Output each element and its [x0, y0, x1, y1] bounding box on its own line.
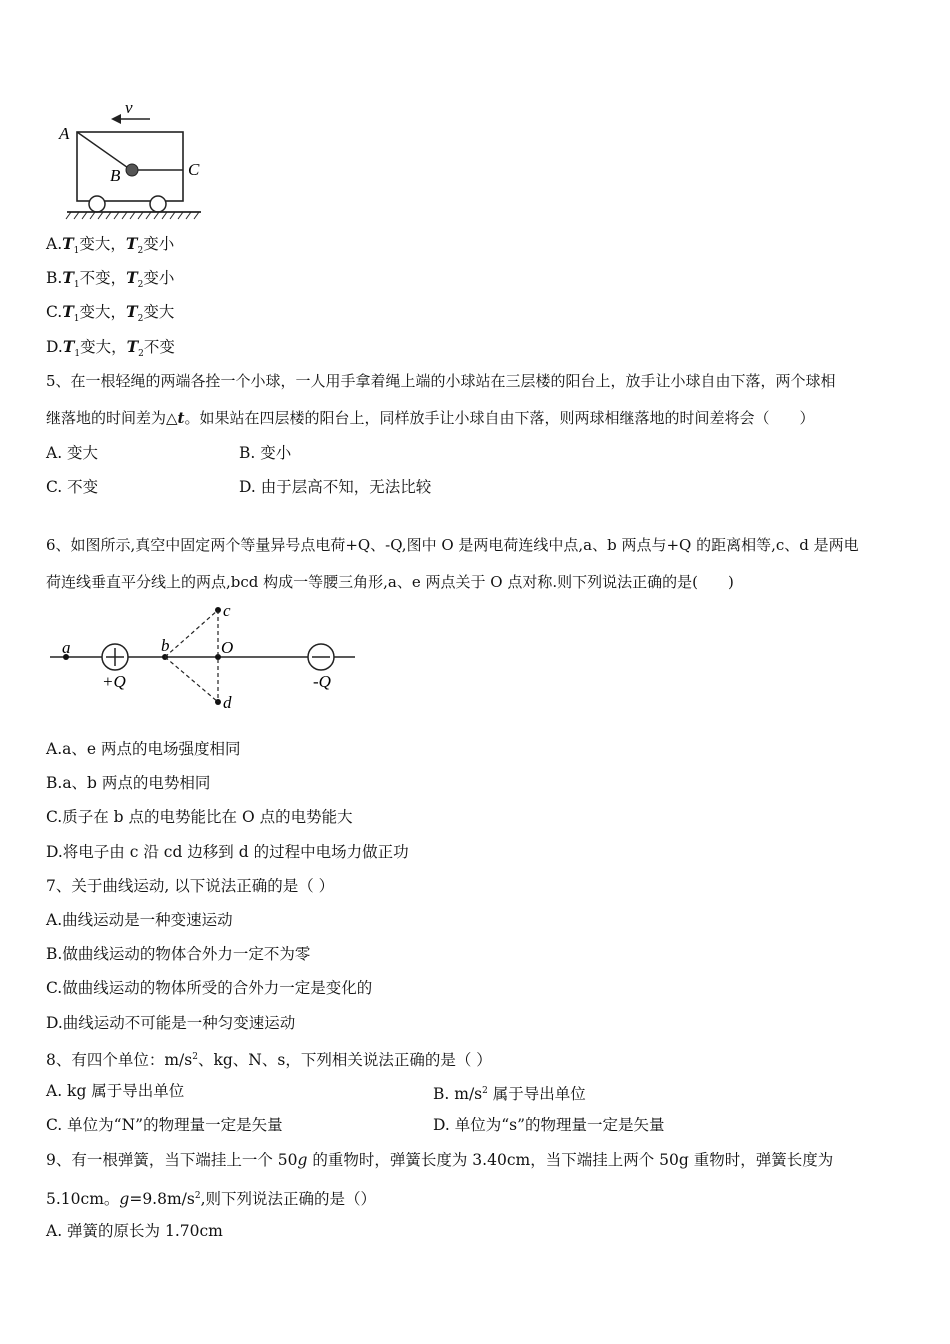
- velocity-label: v: [125, 98, 133, 117]
- q5-option-d[interactable]: D. 由于层高不知，无法比较: [239, 478, 432, 496]
- label-B: B: [110, 166, 121, 185]
- q5-stem-line2: 继落地的时间差为△t。如果站在四层楼的阳台上，同样放手让小球自由下落，则两球相继落地的时间差将会（ ）: [46, 409, 815, 427]
- label-d: d: [223, 693, 232, 712]
- q6-option-a[interactable]: A.a、e 两点的电场强度相同: [46, 740, 241, 758]
- label-b: b: [161, 636, 170, 655]
- q5-option-a[interactable]: A. 变大: [46, 444, 99, 462]
- charge-figure: [45, 600, 365, 715]
- q9-option-a[interactable]: A. 弹簧的原长为 1.70cm: [46, 1222, 223, 1240]
- q4-option-d[interactable]: $D.T_1$变大，$T_2$不变: [46, 337, 175, 360]
- label-a: a: [62, 638, 71, 657]
- q5-option-b[interactable]: B. 变小: [239, 444, 292, 462]
- label-O: O: [221, 638, 234, 657]
- q8-option-d[interactable]: D. 单位为“s”的物理量一定是矢量: [433, 1116, 665, 1134]
- label-C: C: [188, 160, 200, 179]
- q6-option-d[interactable]: D.将电子由 c 沿 cd 边移到 d 的过程中电场力做正功: [46, 843, 409, 861]
- q6-stem-line1: 6、如图所示,真空中固定两个等量异号点电荷+Q、-Q,图中 O 是两电荷连线中点,a、b 两点与+Q 的距离相等,c、d 是两电: [46, 536, 859, 554]
- q9-stem-line1: 9、有一根弹簧，当下端挂上一个 50g 的重物时，弹簧长度为 3.40cm，当下端挂上两个 50g 重物时，弹簧长度为: [46, 1151, 834, 1169]
- q8-option-c[interactable]: C. 单位为“N”的物理量一定是矢量: [46, 1116, 283, 1134]
- label-A: A: [59, 124, 70, 143]
- label-c: c: [223, 601, 231, 620]
- q4-option-c[interactable]: $C.T_1$变大，$T_2$变大: [46, 302, 175, 325]
- q5-option-c[interactable]: C. 不变: [46, 478, 99, 496]
- q6-stem-line2: 荷连线垂直平分线上的两点,bcd 构成一等腰三角形,a、e 两点关于 O 点对称.则下列说法正确的是( ): [46, 573, 734, 591]
- q8-option-b[interactable]: B. $m/s^2$ 属于导出单位: [433, 1085, 586, 1104]
- q5-stem-line1: 5、在一根轻绳的两端各拴一个小球，一人用手拿着绳上端的小球站在三层楼的阳台上，放手让小球自由下落，两个球相: [46, 372, 836, 390]
- q9-stem-line2: 5.10cm。$g=9.8m/s^2$,则下列说法正确的是（）: [46, 1190, 377, 1209]
- cart-figure: [55, 95, 215, 225]
- q6-option-b[interactable]: B.a、b 两点的电势相同: [46, 774, 211, 792]
- q7-option-c[interactable]: C.做曲线运动的物体所受的合外力一定是变化的: [46, 979, 373, 997]
- q4-option-a[interactable]: $A.T_1$变大，$T_2$变小: [46, 234, 175, 257]
- q6-option-c[interactable]: C.质子在 b 点的电势能比在 O 点的电势能大: [46, 808, 353, 826]
- q7-option-a[interactable]: A.曲线运动是一种变速运动: [46, 911, 233, 929]
- q7-option-b[interactable]: B.做曲线运动的物体合外力一定不为零: [46, 945, 311, 963]
- q7-option-d[interactable]: D.曲线运动不可能是一种匀变速运动: [46, 1014, 296, 1032]
- q4-option-b[interactable]: $B.T_1$不变，$T_2$变小: [46, 268, 175, 291]
- label-negative-charge: -Q: [313, 672, 331, 691]
- label-positive-charge: +Q: [102, 672, 126, 691]
- q8-option-a[interactable]: A. kg 属于导出单位: [46, 1082, 185, 1100]
- q7-stem: 7、关于曲线运动, 以下说法正确的是（ ）: [46, 877, 335, 895]
- q8-stem: 8、有四个单位：$m/s^2$、kg、N、s，下列相关说法正确的是（ ）: [46, 1051, 492, 1070]
